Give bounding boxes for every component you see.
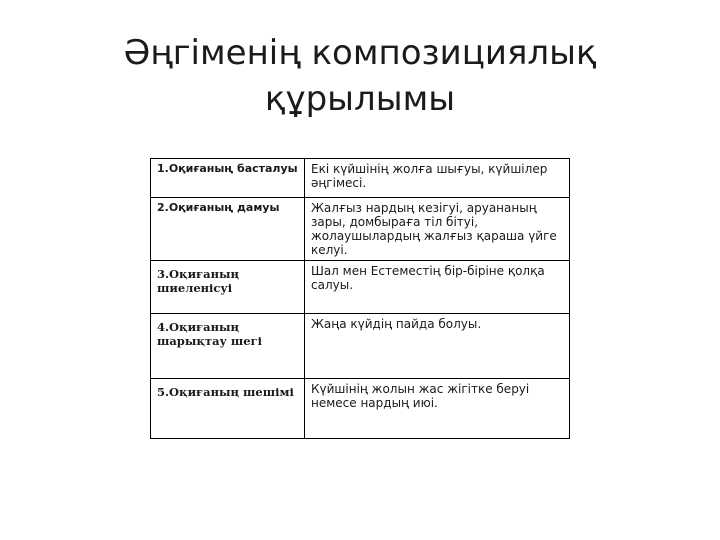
stage-description: Екі күйшінің жолға шығуы, күйшілер әңгімесі. [305,159,570,198]
stage-label: 2.Оқиғаның дамуы [151,198,305,261]
slide-title-line-2: құрылымы [264,79,456,119]
slide-title [0,30,720,122]
table-row [151,159,570,198]
stage-description: Күйшінің жолын жас жігітке беруі немесе нардың июі. [305,379,570,439]
table-row [151,198,570,261]
stage-description: Шал мен Естеместің бір-біріне қолқа салуы. [305,261,570,314]
stage-label: 3.Оқиғаның шиеленісуі [151,261,305,314]
slide-title-line-1: Әңгіменің композициялық [123,33,597,73]
table-row [151,261,570,314]
stage-label: 4.Оқиғаның шарықтау шегі [151,314,305,379]
stage-label: 1.Оқиғаның басталуы [151,159,305,198]
stage-description: Жалғыз нардың кезігуі, аруананың зары, домбыраға тіл бітуі, жолаушылардың жалғыз қараша үйге келуі. [305,198,570,261]
composition-table [150,158,570,439]
table-row [151,314,570,379]
stage-description: Жаңа күйдің пайда болуы. [305,314,570,379]
stage-label: 5.Оқиғаның шешімі [151,379,305,439]
table-row [151,379,570,439]
